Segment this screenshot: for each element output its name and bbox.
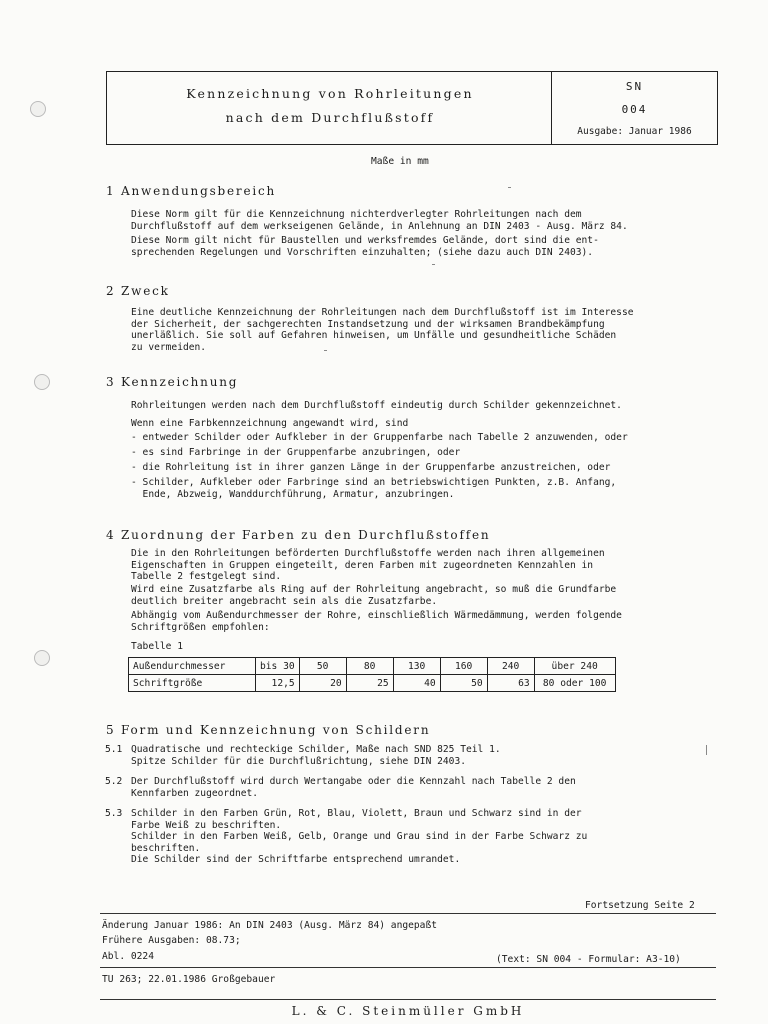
tu-line: TU 263; 22.01.1986 Großgebauer (102, 974, 276, 985)
table-row (129, 675, 616, 692)
scan-speck (508, 187, 511, 188)
table-cell: Außendurchmesser (129, 658, 256, 675)
header-divider (551, 71, 552, 145)
section5-item-number: 5.3 (105, 808, 123, 819)
abl-number: Abl. 0224 (102, 951, 154, 962)
table-cell: 240 (487, 658, 534, 675)
punch-hole-top (30, 101, 46, 117)
section3-bullet-4: - Schilder, Aufkleber oder Farbringe sind an betriebswichtigen Punkten, z.B. Anfang, Ende, Abzweig, Wanddurchführung, Armatur, anzubringen. (131, 477, 617, 500)
table-cell: 160 (440, 658, 487, 675)
table-cell: 20 (299, 675, 346, 692)
table-cell: bis 30 (256, 658, 300, 675)
section4-para3: Abhängig vom Außendurchmesser der Rohre, einschließlich Wärmedämmung, werden folgende Schriftgrößen empfohlen: (131, 610, 622, 633)
table-cell: 12,5 (256, 675, 300, 692)
section2-para1: Eine deutliche Kennzeichnung der Rohrleitungen nach dem Durchflußstoff ist im Interesse der Sicherheit, der sachgerechten Instandsetzung und der wirksamen Brandbekämpfung unerläßlich. Sie soll auf Gefahren hinweisen, um Unfälle und gesundheitliche Schäden zu vermeiden. (131, 307, 634, 353)
table-cell: 80 (346, 658, 393, 675)
section-heading-5: 5 Form und Kennzeichnung von Schildern (106, 723, 431, 737)
section3-bullet-3: - die Rohrleitung ist in ihrer ganzen Länge in der Gruppenfarbe anzustreichen, oder (131, 462, 611, 473)
footer-rule-3 (100, 999, 716, 1000)
table-caption: Tabelle 1 (131, 641, 183, 652)
section5-item-number: 5.1 (105, 744, 123, 755)
font-size-table (128, 657, 616, 692)
table-cell: 80 oder 100 (534, 675, 615, 692)
scan-speck (706, 745, 707, 755)
document-title-line2: nach dem Durchflußstoff (225, 110, 435, 125)
section1-para2: Diese Norm gilt nicht für Baustellen und werksfremdes Gelände, dort sind die ent- sprechenden Regelungen und Vorschriften einzuhalten; (siehe dazu auch DIN 2403). (131, 235, 599, 258)
section-heading-3: 3 Kennzeichnung (106, 375, 239, 389)
section5-item-text: Quadratische und rechteckige Schilder, Maße nach SND 825 Teil 1. Spitze Schilder für die Durchflußrichtung, siehe DIN 2403. (131, 744, 501, 767)
scan-speck (432, 264, 435, 265)
section3-bullet-2: - es sind Farbringe in der Gruppenfarbe anzubringen, oder (131, 447, 461, 458)
issue-date: Ausgabe: Januar 1986 (577, 126, 692, 137)
standard-number: 004 (621, 103, 648, 116)
table-cell: Schriftgröße (129, 675, 256, 692)
continuation-note: Fortsetzung Seite 2 (585, 900, 695, 911)
table-cell: 50 (440, 675, 487, 692)
section3-para2: Wenn eine Farbkennzeichnung angewandt wird, sind (131, 418, 409, 429)
previous-issues: Frühere Ausgaben: 08.73; (102, 935, 241, 946)
text-reference: (Text: SN 004 - Formular: A3-10) (496, 954, 681, 965)
punch-hole-middle (34, 374, 50, 390)
section5-item-number: 5.2 (105, 776, 123, 787)
footer-rule-2 (100, 967, 716, 968)
table-cell: 40 (393, 675, 440, 692)
table-cell: 50 (299, 658, 346, 675)
table-row (129, 658, 616, 675)
section-heading-2: 2 Zweck (106, 284, 170, 298)
section3-bullet-1: - entweder Schilder oder Aufkleber in der Gruppenfarbe nach Tabelle 2 anzuwenden, oder (131, 432, 628, 443)
company-name: L. & C. Steinmüller GmbH (291, 1004, 525, 1018)
section5-item-text: Der Durchflußstoff wird durch Wertangabe oder die Kennzahl nach Tabelle 2 den Kennfarben zugeordnet. (131, 776, 576, 799)
document-title-line1: Kennzeichnung von Rohrleitungen (186, 86, 474, 101)
section-heading-1: 1 Anwendungsbereich (106, 184, 277, 198)
table-cell: 25 (346, 675, 393, 692)
section1-para1: Diese Norm gilt für die Kennzeichnung nichterdverlegter Rohrleitungen nach dem Durchflußstoff auf dem werkseigenen Gelände, in Anlehnung an DIN 2403 - Ausg. März 84. (131, 209, 628, 232)
punch-hole-lower (34, 650, 50, 666)
section-heading-4: 4 Zuordnung der Farben zu den Durchflußstoffen (106, 528, 491, 542)
table-cell: 63 (487, 675, 534, 692)
footer-rule-1 (100, 913, 716, 914)
change-note: Änderung Januar 1986: An DIN 2403 (Ausg. März 84) angepaßt (102, 920, 438, 931)
table-cell: über 240 (534, 658, 615, 675)
section4-para1: Die in den Rohrleitungen beförderten Durchflußstoffe werden nach ihren allgemeinen Eigenschaften in Gruppen eingeteilt, deren Farben mit zugeordneten Kennzahlen in Tabelle 2 festgelegt sind. (131, 548, 605, 583)
section5-item-text: Schilder in den Farben Grün, Rot, Blau, Violett, Braun und Schwarz sind in der Farbe Weiß zu beschriften. Schilder in den Farben Weiß, Gelb, Orange und Grau sind in der Farbe Schwarz zu beschriften. Die Schilder sind der Schriftfarbe entsprechend umrandet. (131, 808, 588, 866)
section3-para1: Rohrleitungen werden nach dem Durchflußstoff eindeutig durch Schilder gekennzeichnet. (131, 400, 622, 411)
standard-code: SN (625, 80, 644, 93)
section4-para2: Wird eine Zusatzfarbe als Ring auf der Rohrleitung angebracht, so muß die Grundfarbe deutlich breiter angebracht sein als die Zusatzfarbe. (131, 584, 617, 607)
units-note: Maße in mm (371, 156, 429, 167)
table-cell: 130 (393, 658, 440, 675)
